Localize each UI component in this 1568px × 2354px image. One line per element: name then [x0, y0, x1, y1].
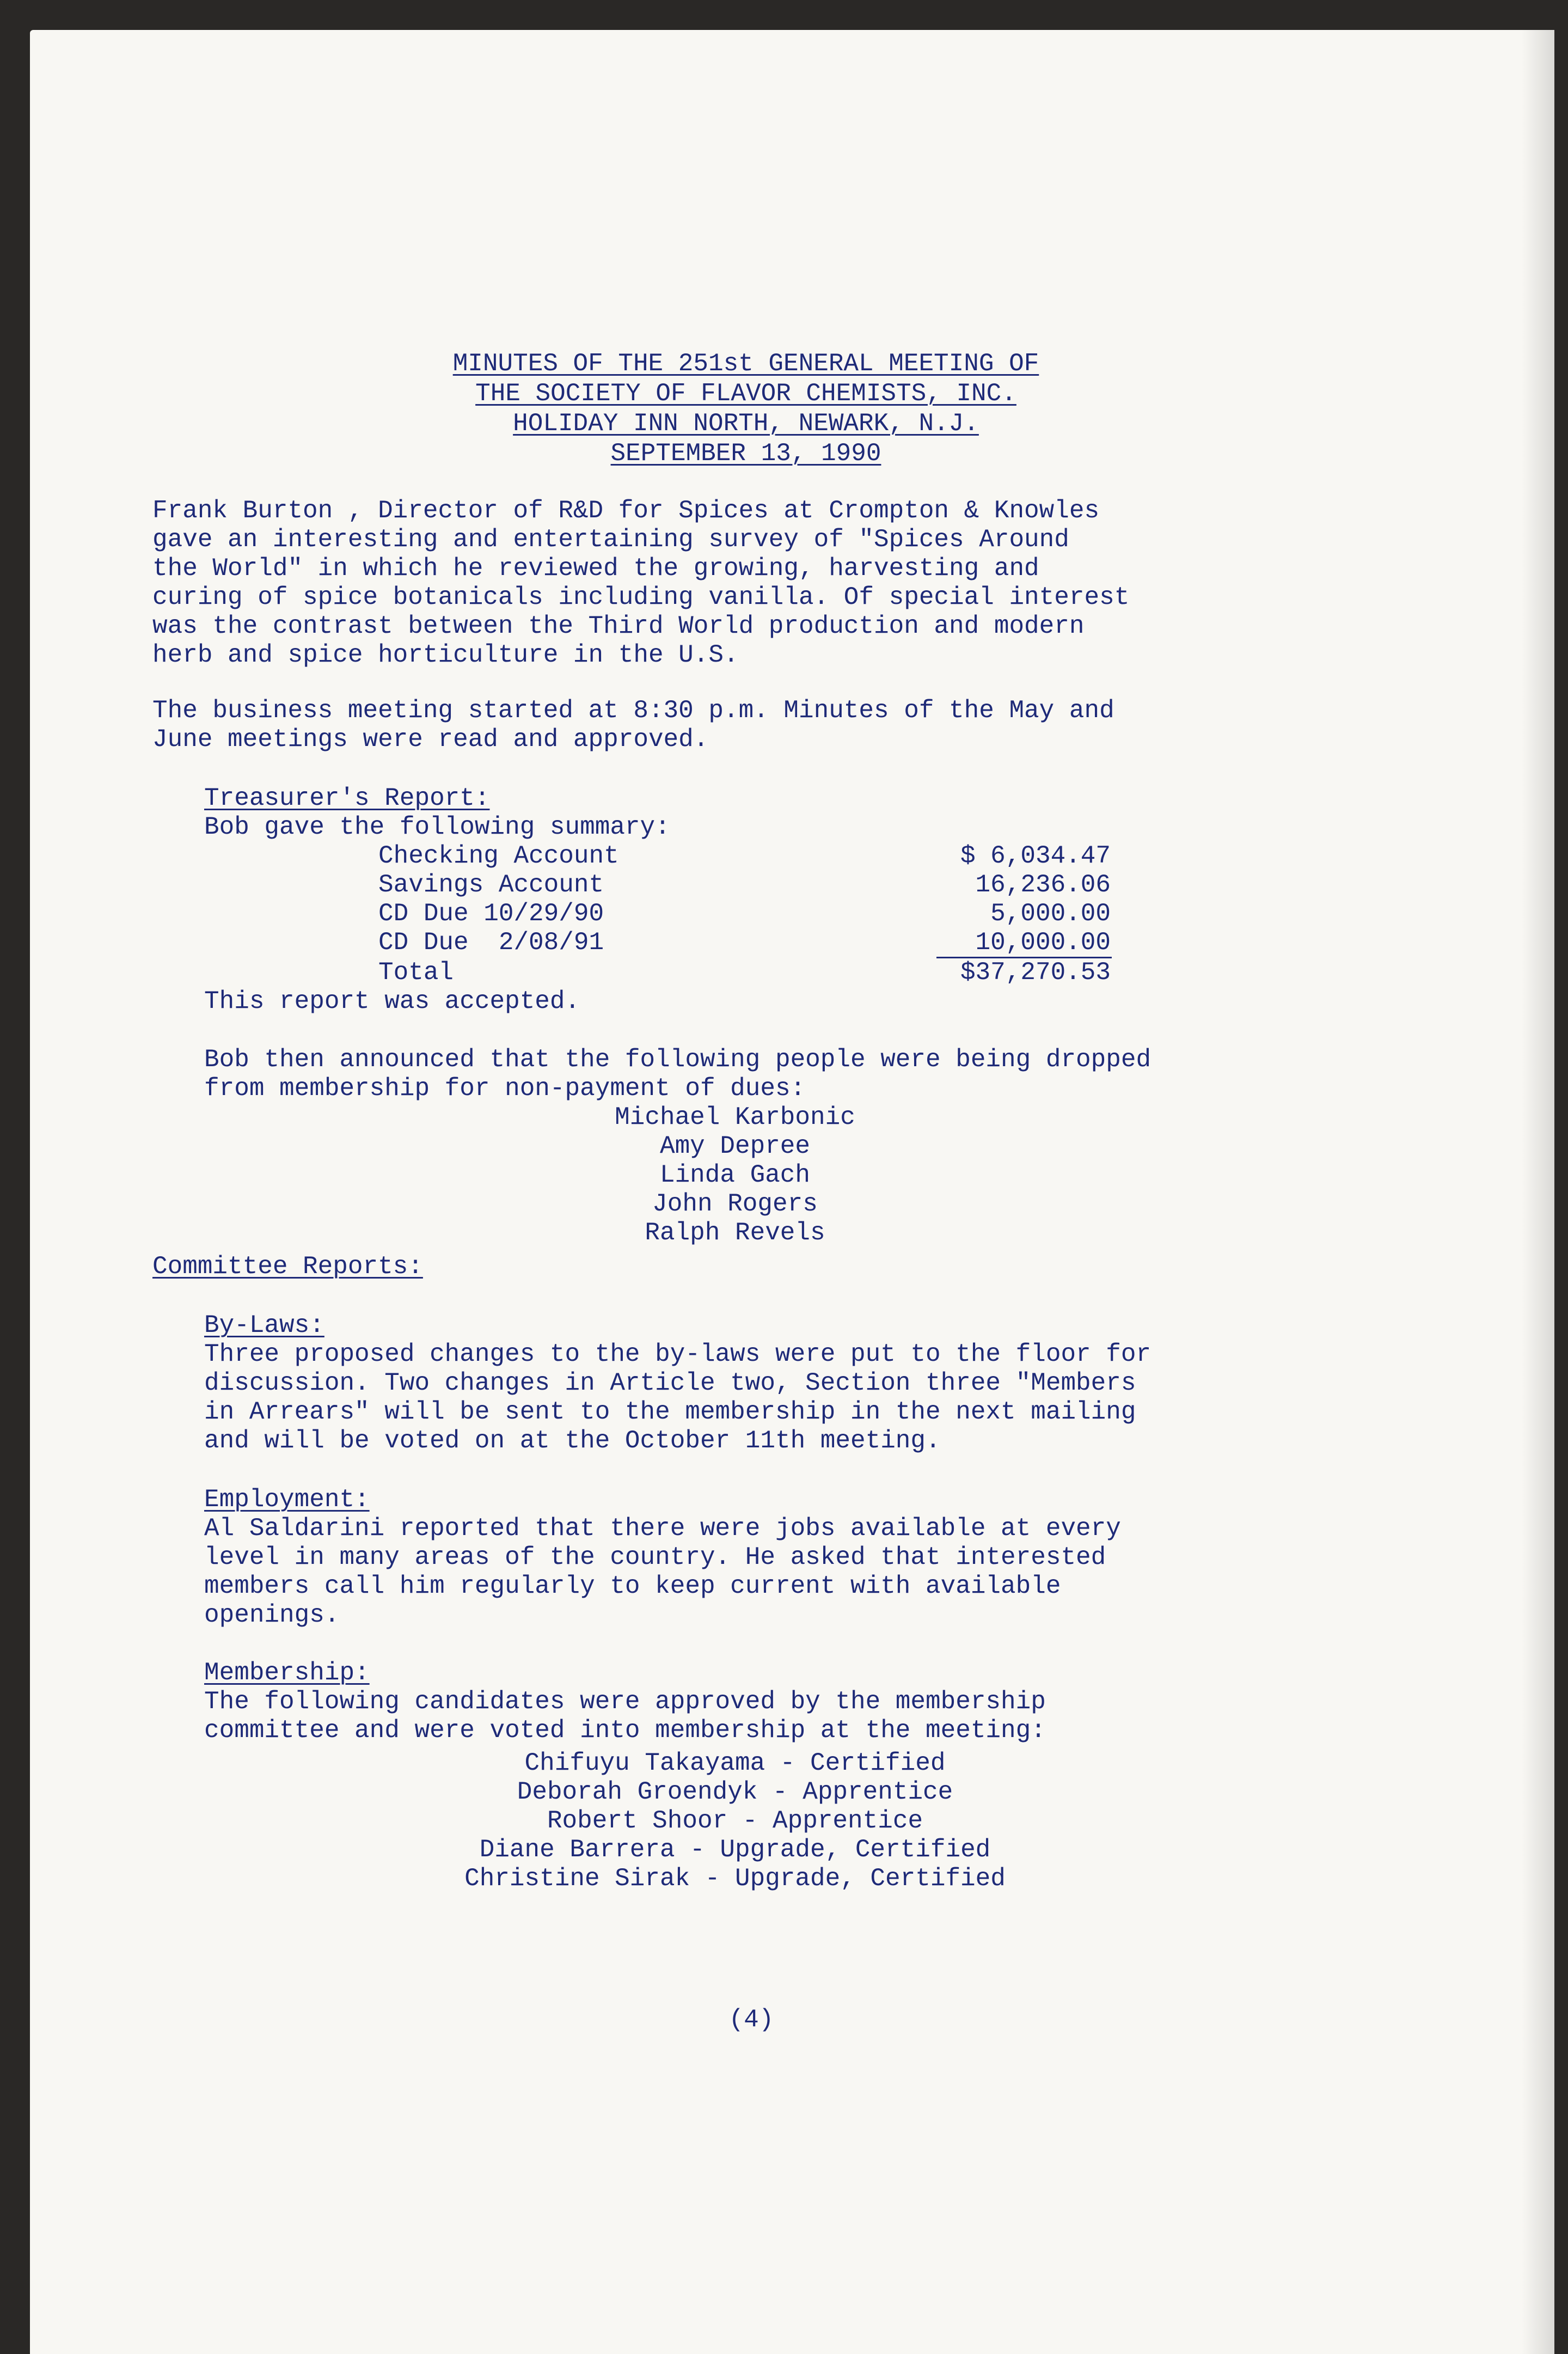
candidate: Robert Shoor - Apprentice — [547, 1807, 923, 1835]
bylaws-line: in Arrears" will be sent to the membership in the next mailing — [204, 1398, 1136, 1426]
intro-line: Frank Burton , Director of R&D for Spices at Crompton & Knowles — [152, 497, 1100, 525]
committee-heading: Committee Reports: — [152, 1252, 423, 1281]
bylaws-line: Three proposed changes to the by-laws were put to the floor for — [204, 1340, 1152, 1368]
treasurer-row-label: Savings Account — [378, 871, 604, 899]
candidate: Diane Barrera - Upgrade, Certified — [479, 1836, 991, 1864]
candidate: Chifuyu Takayama - Certified — [524, 1749, 946, 1777]
intro-line: was the contrast between the Third World production and modern — [152, 612, 1085, 640]
treasurer-total-label: Total — [378, 958, 454, 987]
heading-line-2: THE SOCIETY OF FLAVOR CHEMISTS, INC. — [475, 380, 1016, 408]
dropped-lead: from membership for non-payment of dues: — [204, 1074, 806, 1103]
treasurer-row-label: CD Due 10/29/90 — [378, 900, 604, 928]
treasurer-accepted: This report was accepted. — [204, 987, 580, 1016]
treasurer-total-amount: $37,270.53 — [960, 958, 1111, 987]
intro-line: curing of spice botanicals including vanilla. Of special interest — [152, 583, 1130, 612]
bylaws-line: discussion. Two changes in Article two, Section three "Members — [204, 1369, 1136, 1397]
business-line: June meetings were read and approved. — [152, 725, 709, 754]
employment-line: openings. — [204, 1601, 340, 1629]
heading-line-4: SEPTEMBER 13, 1990 — [610, 439, 881, 468]
heading-line-1: MINUTES OF THE 251st GENERAL MEETING OF — [452, 350, 1039, 378]
candidate: Christine Sirak - Upgrade, Certified — [464, 1864, 1006, 1893]
treasurer-row-label: CD Due 2/08/91 — [378, 928, 604, 957]
heading-line-3: HOLIDAY INN NORTH, NEWARK, N.J. — [513, 409, 979, 438]
treasurer-row-amount: 10,000.00 — [975, 928, 1111, 957]
treasurer-row-amount: $ 6,034.47 — [960, 842, 1111, 870]
dropped-name: John Rogers — [652, 1190, 818, 1218]
dropped-name: Amy Depree — [659, 1132, 811, 1160]
dropped-name: Linda Gach — [659, 1161, 811, 1189]
candidate: Deborah Groendyk - Apprentice — [517, 1778, 953, 1806]
treasurer-heading: Treasurer's Report: — [204, 784, 490, 812]
employment-line: Al Saldarini reported that there were jobs available at every — [204, 1514, 1121, 1543]
membership-line: The following candidates were approved by the membership — [204, 1687, 1046, 1716]
treasurer-row-amount: 16,236.06 — [975, 871, 1111, 899]
treasurer-lead: Bob gave the following summary: — [204, 813, 670, 841]
dropped-name: Michael Karbonic — [615, 1103, 855, 1132]
treasurer-row-amount: 5,000.00 — [990, 900, 1111, 928]
employment-heading: Employment: — [204, 1485, 370, 1514]
business-line: The business meeting started at 8:30 p.m. Minutes of the May and — [152, 696, 1114, 725]
employment-line: members call him regularly to keep current with available — [204, 1572, 1061, 1600]
employment-line: level in many areas of the country. He asked that interested — [204, 1543, 1106, 1572]
page-edge-shadow — [1522, 30, 1554, 2354]
dropped-lead: Bob then announced that the following people were being dropped — [204, 1045, 1152, 1074]
bylaws-line: and will be voted on at the October 11th meeting. — [204, 1427, 941, 1455]
intro-line: herb and spice horticulture in the U.S. — [152, 641, 739, 669]
membership-line: committee and were voted into membership at the meeting: — [204, 1716, 1046, 1745]
treasurer-row-label: Checking Account — [378, 842, 619, 870]
intro-line: gave an interesting and entertaining survey of "Spices Around — [152, 525, 1069, 554]
membership-heading: Membership: — [204, 1659, 370, 1687]
page-number: (4) — [728, 2006, 774, 2034]
dropped-name: Ralph Revels — [645, 1219, 825, 1247]
intro-line: the World" in which he reviewed the growing, harvesting and — [152, 554, 1039, 583]
bylaws-heading: By-Laws: — [204, 1311, 324, 1340]
